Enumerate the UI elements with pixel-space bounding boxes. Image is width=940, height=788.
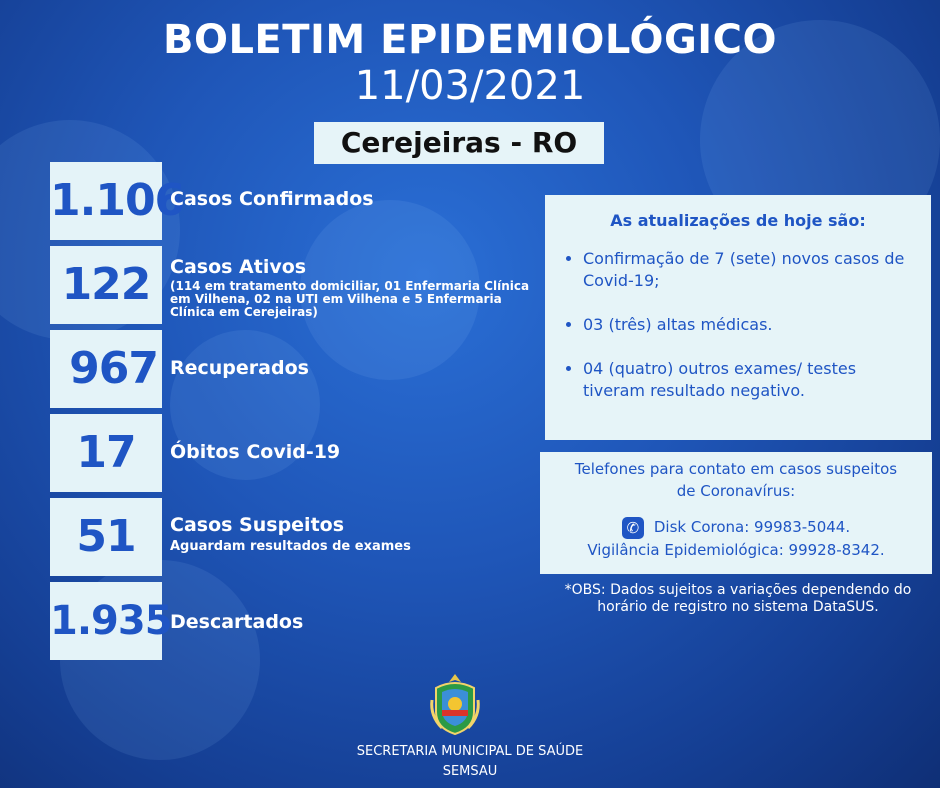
bulletin-date: 11/03/2021	[354, 63, 586, 109]
suspected-cases-label: Casos Suspeitos	[170, 514, 345, 536]
suspected-cases-value: 51	[50, 498, 162, 576]
updates-list	[561, 248, 915, 402]
phone-icon	[622, 517, 644, 539]
obs-note: *OBS: Dados sujeitos a variações dependendo do horário de registro no sistema DataSUS.	[564, 582, 912, 615]
updates-heading: As atualizações de hoje são:	[610, 211, 866, 230]
footer-semsau: SEMSAU	[442, 764, 498, 779]
recovered-value: 967	[50, 330, 162, 408]
active-cases-value: 122	[50, 246, 162, 324]
list-item: • 03 (três) altas médicas.	[583, 314, 915, 336]
disk-corona-phone: Disk Corona: 99983-5044.	[653, 518, 851, 536]
city-badge: Cerejeiras - RO	[314, 122, 604, 164]
active-cases-label: Casos Ativos	[170, 256, 307, 278]
confirmed-cases-label: Casos Confirmados	[170, 188, 374, 210]
list-item: • Confirmação de 7 (sete) novos casos de Covid-19;	[583, 248, 915, 292]
discarded-value: 1.935	[50, 582, 162, 660]
footer-secretaria: SECRETARIA MUNICIPAL DE SAÚDE	[356, 744, 584, 759]
contact-heading: Telefones para contato em casos suspeitos de Coronavírus:	[574, 460, 898, 500]
active-cases-detail: (114 em tratamento domiciliar, 01 Enfermaria Clínica em Vilhena, 02 na UTI em Vilhena e 5 Enfermaria Clínica em Cerejeiras)	[170, 279, 530, 319]
deaths-value: 17	[50, 414, 162, 492]
updates-panel	[545, 195, 931, 440]
suspected-cases-detail: Aguardam resultados de exames	[170, 539, 411, 554]
discarded-label: Descartados	[170, 611, 304, 633]
list-item: • 04 (quatro) outros exames/ testes tiveram resultado negativo.	[583, 358, 915, 402]
municipal-emblem	[428, 670, 482, 738]
page-title: BOLETIM EPIDEMIOLÓGICO	[162, 17, 778, 63]
confirmed-cases-value: 1.106	[50, 162, 162, 240]
recovered-label: Recuperados	[170, 357, 309, 379]
contact-panel	[540, 452, 932, 574]
deaths-label: Óbitos Covid-19	[170, 441, 341, 463]
vigilancia-phone: Vigilância Epidemiológica: 99928-8342.	[587, 540, 885, 559]
disk-corona-line	[548, 516, 924, 539]
